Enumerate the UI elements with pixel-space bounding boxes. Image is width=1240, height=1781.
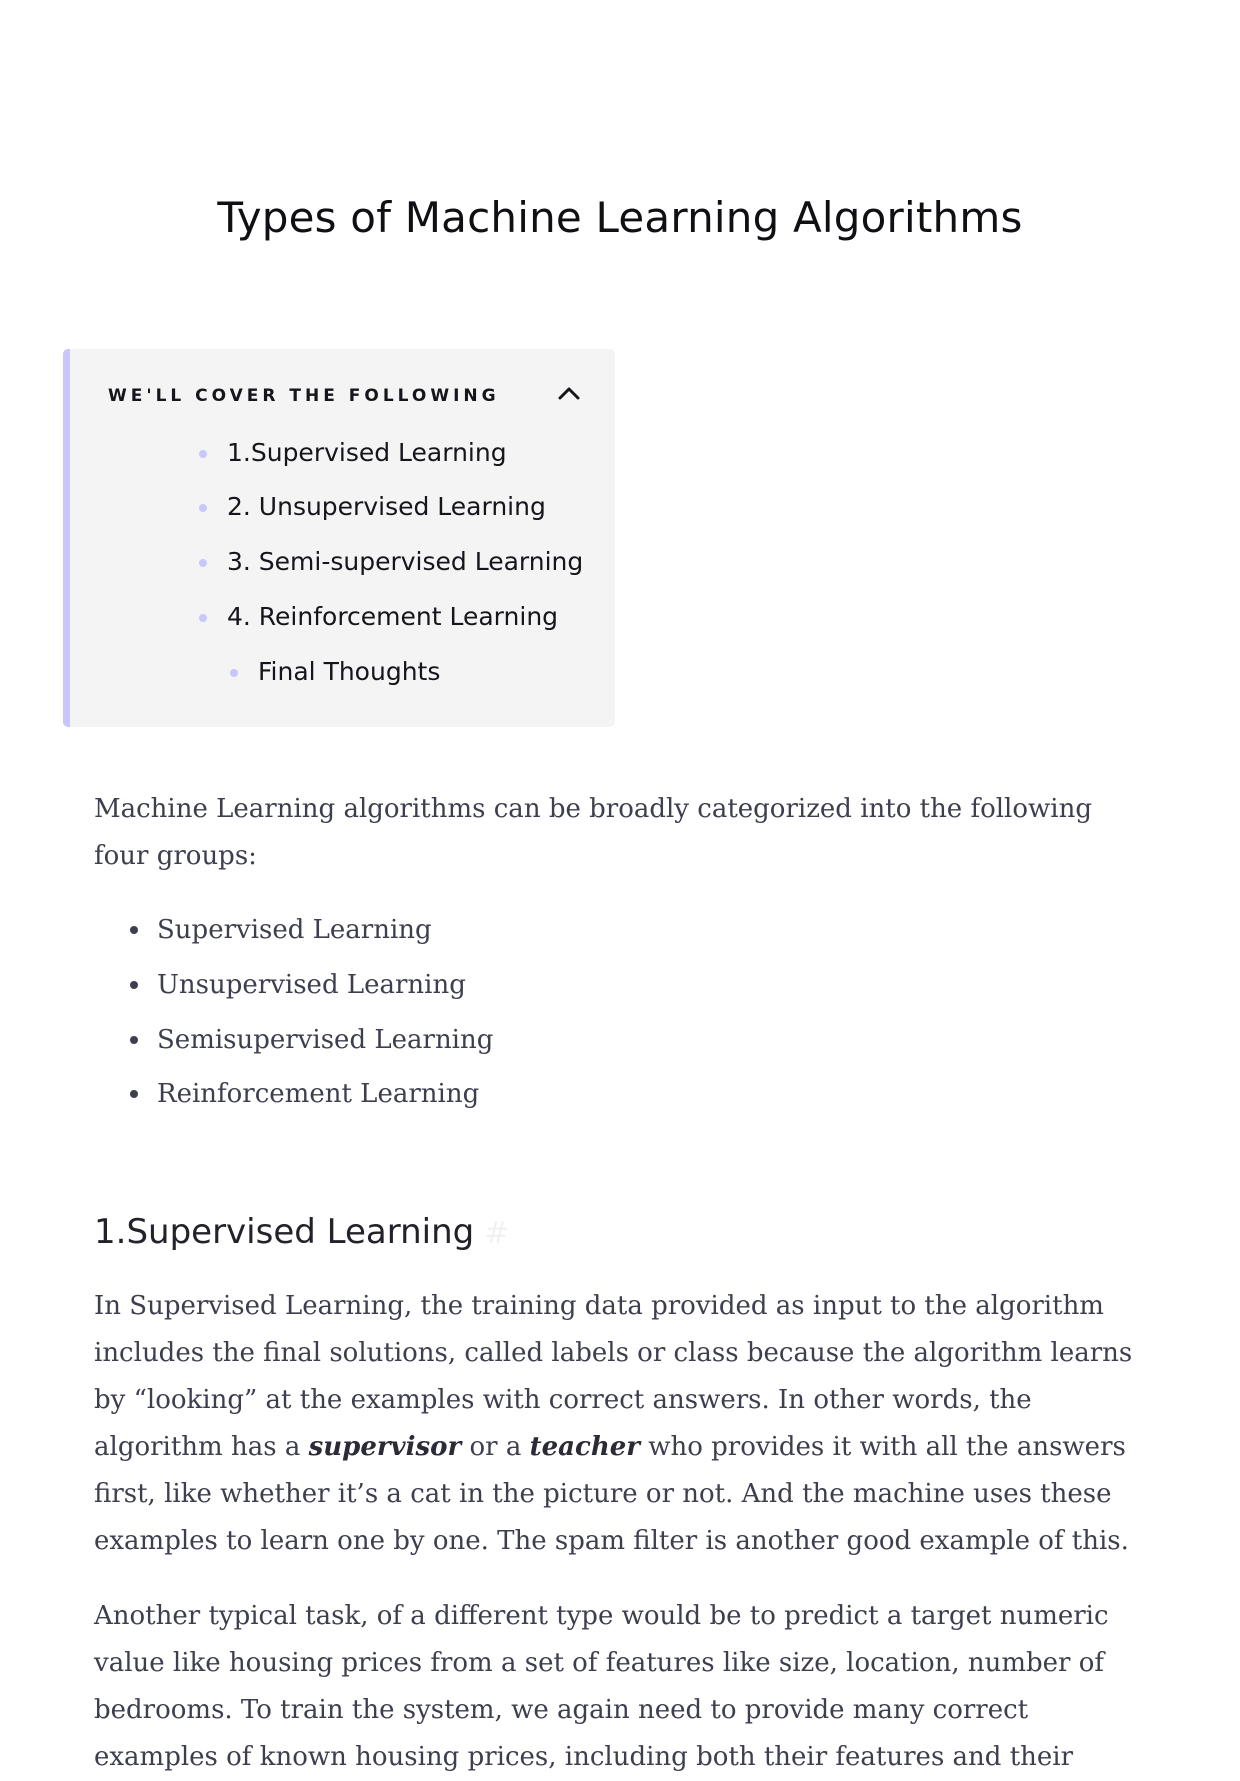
- toc-link-label: 3. Semi-supervised Learning: [227, 547, 584, 576]
- list-item: Supervised Learning: [157, 910, 432, 950]
- emphasis-supervisor: supervisor: [308, 1432, 462, 1462]
- list-item: Unsupervised Learning: [157, 965, 466, 1005]
- bullet-dot: [199, 614, 207, 622]
- bullet-dot: [130, 1090, 138, 1098]
- toc-link-final-thoughts[interactable]: [258, 657, 440, 687]
- toc-link-unsupervised[interactable]: [227, 492, 546, 522]
- toc-link-semi-supervised[interactable]: [227, 547, 583, 577]
- heading-anchor-link[interactable]: #: [484, 1216, 510, 1251]
- bullet-dot: [230, 669, 238, 677]
- bullet-dot: [199, 450, 207, 458]
- toc-collapse-toggle[interactable]: [555, 379, 583, 407]
- chevron-up-icon: [557, 385, 581, 401]
- page-title: Types of Machine Learning Algorithms: [217, 193, 1023, 242]
- table-of-contents: [63, 349, 615, 727]
- toc-link-label: 1.Supervised Learning: [227, 438, 507, 467]
- toc-header: WE'LL COVER THE FOLLOWING: [108, 386, 500, 406]
- bullet-dot: [199, 559, 207, 567]
- intro-paragraph: Machine Learning algorithms can be broadly categorized into the following four groups:: [94, 794, 1092, 871]
- supervised-paragraph-2: Another typical task, of a different type would be to predict a target numeric value like housing prices from a set of features like size, location, number of bedrooms. To train the system, we again need to provide many correct examples of known housing prices, including both their features and their: [94, 1601, 1109, 1772]
- toc-link-label: 4. Reinforcement Learning: [227, 602, 559, 631]
- section-heading-supervised: [94, 1210, 509, 1256]
- toc-link-label: Final Thoughts: [258, 657, 441, 686]
- list-item: Reinforcement Learning: [157, 1074, 479, 1114]
- list-item: Semisupervised Learning: [157, 1020, 493, 1060]
- section-heading-text: 1.Supervised Learning: [94, 1212, 475, 1252]
- toc-link-reinforcement[interactable]: [227, 602, 558, 632]
- toc-link-label: 2. Unsupervised Learning: [227, 492, 546, 521]
- bullet-dot: [130, 1036, 138, 1044]
- bullet-dot: [130, 926, 138, 934]
- supervised-paragraph-1: In Supervised Learning, the training data provided as input to the algorithm includes the final solutions, called labels or class because the algorithm learns by “looking” at the examples with correct answers. In other words, the algorithm has a supervisor or a teacher who provides it with all the answers first, like whether it’s a cat in the picture or not. And the machine uses these examples to learn one by one. The spam filter is another good example of this.: [94, 1291, 1133, 1556]
- bullet-dot: [130, 981, 138, 989]
- bullet-dot: [199, 504, 207, 512]
- emphasis-teacher: teacher: [529, 1432, 640, 1462]
- toc-link-supervised[interactable]: [227, 438, 507, 468]
